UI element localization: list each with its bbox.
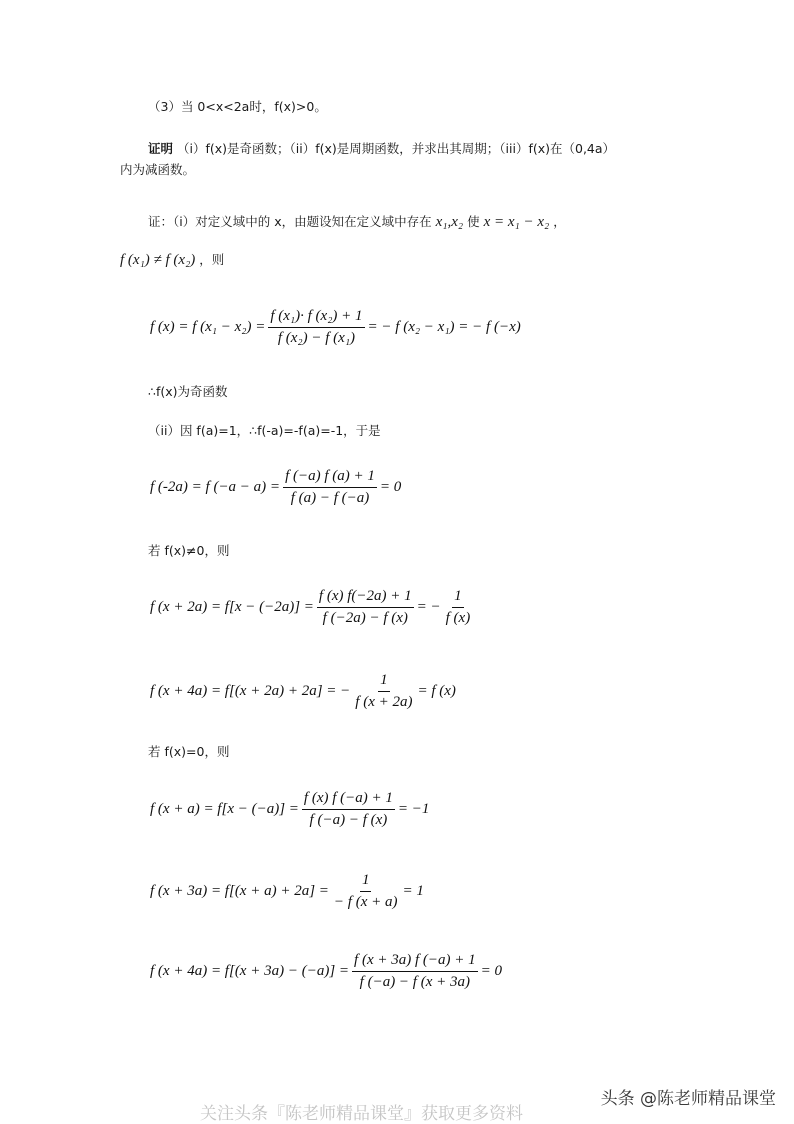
fraction-numerator: f (x) f (−a) + 1: [302, 790, 395, 810]
step-1-line: [148, 212, 566, 231]
fraction-numerator: f (x) f(−2a) + 1: [317, 588, 414, 608]
equation-2-fraction: [283, 468, 377, 507]
fraction-denominator: f (a) − f (−a): [290, 490, 370, 506]
equation-f-x-plus-2a: [150, 588, 475, 627]
equation-5-left: f (x + a) = f[x − (−a)] =: [150, 801, 299, 817]
fraction-denominator: f (−a) − f (x + 3a): [359, 974, 470, 990]
equation-5-right: = −1: [397, 801, 430, 817]
fraction-denominator: − f (x + a): [333, 894, 398, 910]
case-2-text: 若 f(x)=0，则: [148, 744, 230, 759]
fraction-denominator: f (x + 2a): [355, 694, 413, 710]
fraction-numerator: f (x + 3a) f (−a) + 1: [352, 952, 478, 972]
equation-2-right: = 0: [379, 479, 402, 495]
proof-line-1: [148, 139, 615, 157]
step-1-mid: 使: [467, 214, 480, 229]
fraction-denominator: f (−a) − f (x): [309, 812, 388, 828]
equation-2-left: f (-2a) = f (−a − a) =: [150, 479, 281, 495]
odd-conclusion: ∴f(x)为奇函数: [148, 384, 228, 399]
equation-f-x-plus-4a-case2: [150, 952, 502, 991]
fraction-numerator: 1: [360, 872, 372, 892]
fraction-denominator: f (x): [445, 610, 471, 626]
equation-odd-right: = − f (x₂ − x₁) = − f (−x): [367, 319, 521, 335]
step-1-expr: x = x₁ − x₂: [483, 214, 550, 230]
step-2-intro: （ii）因 f(a)=1，∴f(-a)=-f(a)=-1，于是: [148, 423, 381, 438]
equation-f-x-plus-4a-case1: [150, 672, 456, 711]
corner-watermark: 头条 @陈老师精品课堂: [600, 1089, 776, 1109]
fraction-numerator: 1: [452, 588, 464, 608]
condition-tail: ，则: [199, 252, 225, 267]
equation-5-fraction: [302, 790, 395, 829]
step-1-intro: 证：（i）对定义域中的 x，由题设知在定义域中存在: [148, 214, 432, 229]
equation-f-x-plus-a: [150, 790, 429, 829]
condition-line: [120, 250, 224, 269]
equation-6-fraction: [332, 872, 400, 911]
step-1-vars: x₁,x₂: [435, 214, 464, 230]
equation-4-left: f (x + 4a) = f[(x + 2a) + 2a] = −: [150, 683, 351, 699]
fraction-numerator: 1: [378, 672, 390, 692]
fraction-numerator: f (x₁)· f (x₂) + 1: [268, 308, 364, 328]
equation-3-left: f (x + 2a) = f[x − (−2a)] =: [150, 599, 314, 615]
equation-7-left: f (x + 4a) = f[(x + 3a) − (−a)] =: [150, 963, 350, 979]
condition-expr: f (x₁) ≠ f (x₂): [120, 252, 196, 268]
equation-f-x-plus-3a: [150, 872, 424, 911]
fraction-denominator: f (−2a) − f (x): [322, 610, 408, 626]
item-3-text: （3）当 0<x<2a时，f(x)>0。: [148, 99, 327, 114]
proof-text-1: （i）f(x)是奇函数；（ii）f(x)是周期函数，并求出其周期；（iii）f(x)在（0,4a）: [177, 141, 616, 156]
equation-odd: [150, 308, 521, 347]
equation-6-left: f (x + 3a) = f[(x + a) + 2a] =: [150, 883, 329, 899]
equation-odd-fraction: [268, 308, 364, 347]
equation-6-right: = 1: [402, 883, 424, 899]
equation-3-fraction-2: [444, 588, 473, 627]
proof-line-2: 内为减函数。: [120, 162, 196, 177]
equation-4-right: = f (x): [417, 683, 456, 699]
equation-f-minus-2a: [150, 468, 401, 507]
case-1-text: 若 f(x)≠0，则: [148, 543, 230, 558]
equation-odd-left: f (x) = f (x₁ − x₂) =: [150, 319, 266, 335]
equation-7-fraction: [352, 952, 478, 991]
equation-3-fraction: [317, 588, 414, 627]
step-1-tail: ，: [553, 214, 566, 229]
proof-label: 证明: [148, 141, 174, 156]
fraction-denominator: f (x₂) − f (x₁): [277, 330, 356, 346]
bottom-watermark: 关注头条『陈老师精品课堂』获取更多资料: [200, 1104, 523, 1124]
equation-7-right: = 0: [480, 963, 502, 979]
equation-3-mid: = −: [416, 599, 441, 615]
fraction-numerator: f (−a) f (a) + 1: [283, 468, 377, 488]
equation-4-fraction: [353, 672, 414, 711]
